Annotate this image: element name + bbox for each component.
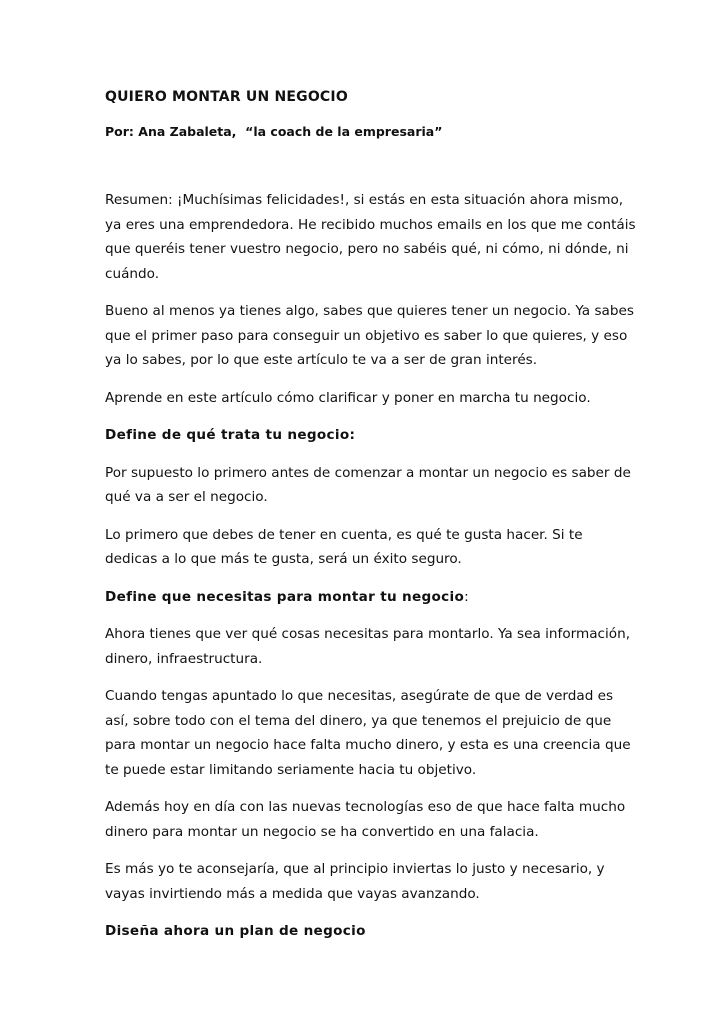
spacer (105, 510, 637, 523)
section-heading-define-business: Define de qué trata tu negocio: (105, 427, 356, 443)
document-title: QUIERO MONTAR UN NEGOCIO (105, 89, 348, 105)
spacer (105, 671, 637, 684)
spacer (105, 448, 637, 461)
section-heading-define-needs (105, 585, 637, 610)
body-paragraph: Lo primero que debes de tener en cuenta, es qué te gusta hacer. Si te dedicas a lo que más te gusta, será un éxito seguro. (105, 526, 583, 567)
body-paragraph: Ahora tienes que ver qué cosas necesitas para montarlo. Ya sea información, dinero, infraestructura. (105, 626, 631, 667)
spacer (105, 572, 637, 585)
spacer (105, 844, 637, 857)
intro-paragraph: Bueno al menos ya tienes algo, sabes que quieres tener un negocio. Ya sabes que el primer paso para conseguir un objetivo es saber lo que quieres, y eso ya lo sabes, por lo que este artículo te va a ser de gran interés. (105, 303, 634, 368)
spacer (105, 142, 637, 188)
body-paragraph: Es más yo te aconsejaría, que al principio inviertas lo justo y necesario, y vayas invirtiendo más a medida que vayas avanzando. (105, 861, 605, 902)
section-heading-business-plan: Diseña ahora un plan de negocio (105, 923, 366, 939)
spacer (105, 782, 637, 795)
spacer (105, 906, 637, 919)
spacer (105, 286, 637, 299)
body-paragraph: Cuando tengas apuntado lo que necesitas, asegúrate de que de verdad es así, sobre todo con el tema del dinero, ya que tenemos el prejuicio de que para montar un negocio hace falta mucho dinero, y esta es una creencia que te puede estar limitando seriamente hacia tu objetivo. (105, 688, 631, 778)
section-heading-colon: : (464, 588, 470, 605)
body-paragraph: Por supuesto lo primero antes de comenzar a montar un negocio es saber de qué va a ser el negocio. (105, 464, 631, 505)
author-byline: Por: Ana Zabaleta, “la coach de la empresaria” (105, 124, 443, 139)
section-heading-text: Define que necesitas para montar tu negocio (105, 588, 465, 605)
lead-paragraph: Aprende en este artículo cómo clarificar y poner en marcha tu negocio. (105, 389, 591, 406)
spacer (105, 609, 637, 622)
document-page (105, 86, 637, 944)
spacer (105, 410, 637, 423)
spacer (105, 373, 637, 386)
summary-paragraph: Resumen: ¡Muchísimas felicidades!, si estás en esta situación ahora mismo, ya eres una emprendedora. He recibido muchos emails en los que me contáis que queréis tener vuestro negocio, pero no sabéis qué, ni cómo, ni dónde, ni cuándo. (105, 192, 636, 282)
body-paragraph: Además hoy en día con las nuevas tecnologías eso de que hace falta mucho dinero para montar un negocio se ha convertido en una falacia. (105, 799, 626, 840)
